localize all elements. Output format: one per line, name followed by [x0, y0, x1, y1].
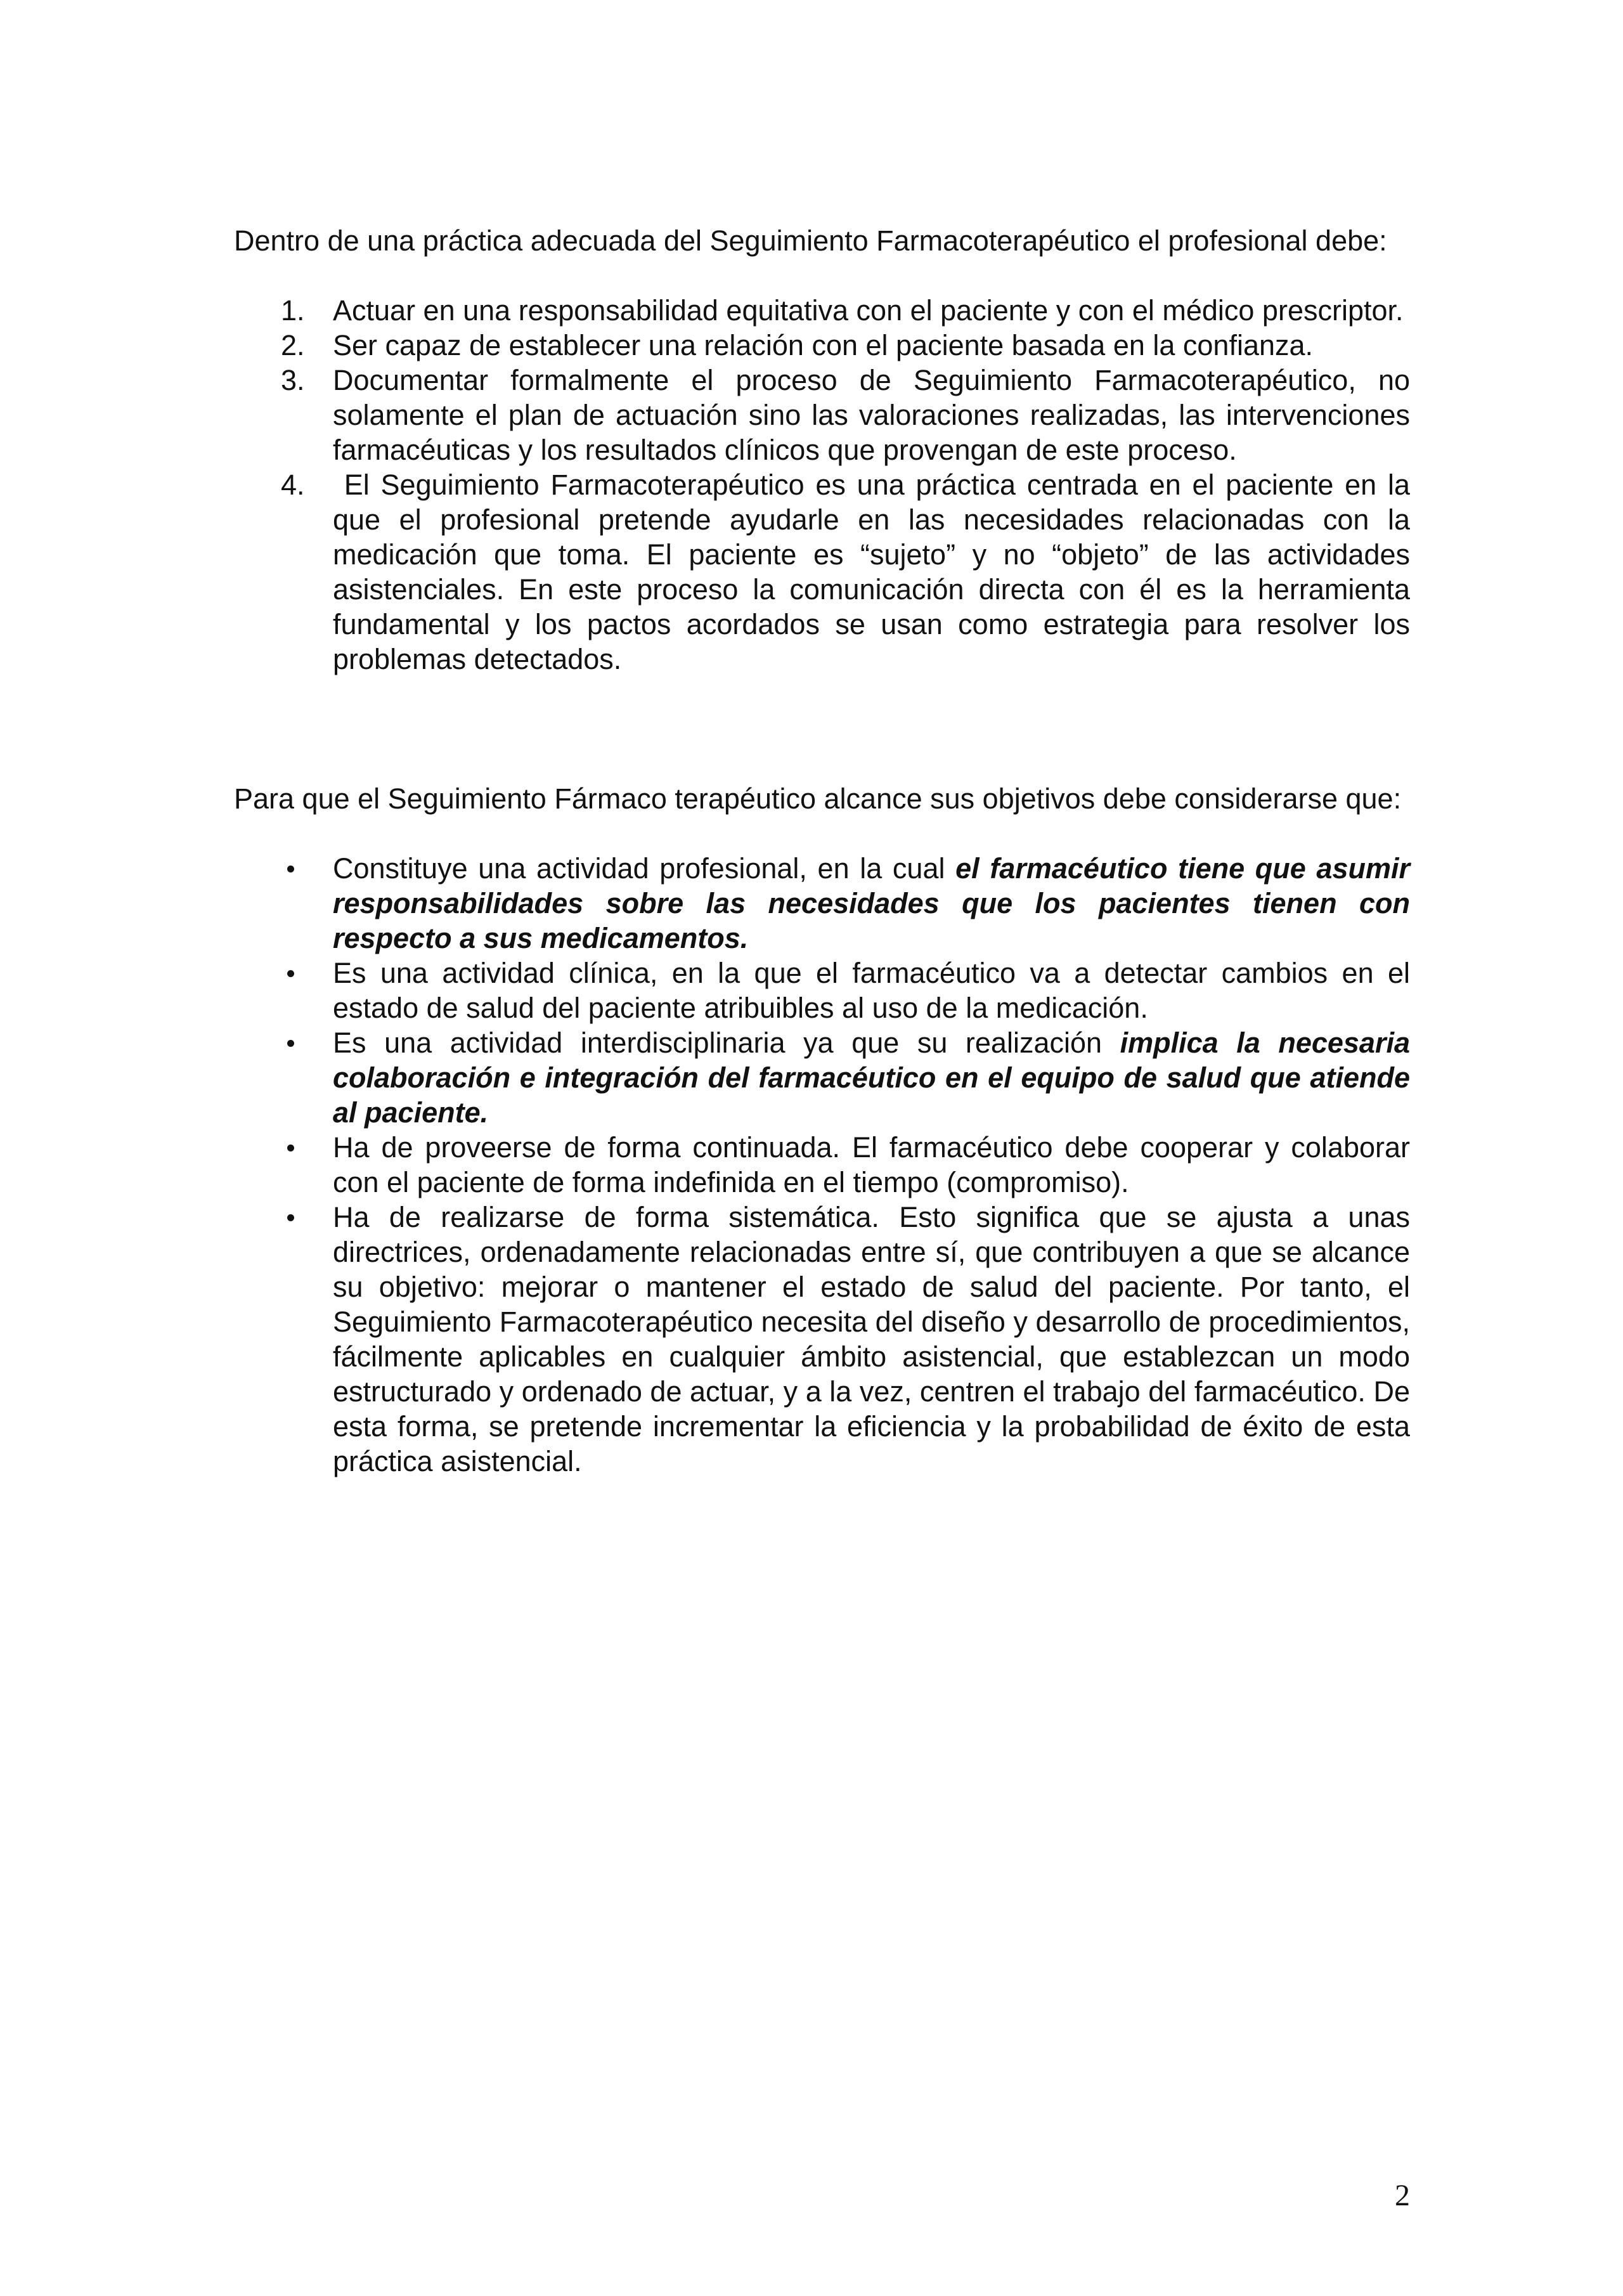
numbered-item-4 — [234, 467, 1418, 677]
bullet-item-3 — [234, 1025, 1410, 1130]
bullet-item-1 — [234, 851, 1410, 956]
item-text: Documentar formalmente el proceso de Seguimiento Farmacoterapéutico, no solamente el plan de actuación sino las valoraciones realizadas, las intervenciones farmacéuticas y los resultados clínicos que provengan de este proceso. — [333, 364, 1410, 466]
bullet-text: Ha de proveerse de forma continuada. El farmacéutico debe cooperar y colaborar con el paciente de forma indefinida en el tiempo (compromiso). — [333, 1131, 1410, 1198]
numbered-list — [234, 293, 1418, 677]
page-content — [234, 223, 1418, 1479]
item-number: 4. — [281, 469, 305, 501]
bullet-text: Es una actividad clínica, en la que el farmacéutico va a detectar cambios en el estado de salud del paciente atribuibles al uso de la medicación. — [333, 957, 1410, 1024]
item-text: El Seguimiento Farmacoterapéutico es una práctica centrada en el paciente en la que el profesional pretende ayudarle en las necesidades relacionadas con la medicación que toma. El paciente es “sujeto” y no “objeto” de las actividades asistenciales. En este proceso la comunicación directa con él es la herramienta fundamental y los pactos acordados se usan como estrategia para resolver los problemas detectados. — [333, 469, 1418, 675]
numbered-item-3 — [234, 363, 1410, 467]
bullet-icon — [287, 970, 294, 977]
item-number: 1. — [281, 294, 305, 327]
bullet-text: Ha de realizarse de forma sistemática. Esto significa que se ajusta a unas directrices, ordenadamente relacionadas entre sí, que contribuyen a que se alcance su objetivo: mejorar o mantener el estado de salud del paciente. Por tanto, el Seguimiento Farmacoterapéutico necesita del diseño y desarrollo de procedimientos, fácilmente aplicables en cualquier ámbito asistencial, que establezcan un modo estructurado y ordenado de actuar, y a la vez, centren el trabajo del farmacéutico. De esta forma, se pretende incrementar la eficiencia y la probabilidad de éxito de esta práctica asistencial. — [333, 1201, 1410, 1477]
bullet-item-5 — [234, 1200, 1410, 1479]
bullet-item-2 — [234, 956, 1410, 1025]
bullet-icon — [287, 1214, 294, 1221]
bullet-emphasis: implica la necesaria colaboración e integración del farmacéutico en el equipo de salud que atiende al paciente. — [333, 1027, 1410, 1129]
numbered-item-1 — [234, 293, 1410, 328]
section2-intro-paragraph: Para que el Seguimiento Fármaco terapéutico alcance sus objetivos debe considerarse que: — [234, 782, 1402, 815]
bullet-icon — [287, 866, 294, 872]
page-number: 2 — [1395, 2179, 1410, 2212]
bullet-emphasis: el farmacéutico tiene que asumir responsabilidades sobre las necesidades que los pacientes tienen con respecto a sus medicamentos. — [333, 852, 1410, 954]
bullet-icon — [287, 1145, 294, 1151]
bullet-item-4 — [234, 1130, 1410, 1200]
item-number: 3. — [281, 364, 305, 396]
item-text: Actuar en una responsabilidad equitativa con el paciente y con el médico prescriptor. — [333, 294, 1404, 327]
item-text: Ser capaz de establecer una relación con el paciente basada en la confianza. — [333, 329, 1314, 361]
bullet-text: Es una actividad interdisciplinaria ya que su realización — [333, 1027, 1120, 1059]
intro-paragraph: Dentro de una práctica adecuada del Seguimiento Farmacoterapéutico el profesional debe: — [234, 224, 1387, 257]
numbered-item-2 — [234, 328, 1410, 363]
item-number: 2. — [281, 329, 305, 361]
bullet-list — [234, 851, 1410, 1479]
bullet-text: Constituye una actividad profesional, en la cual — [333, 852, 956, 885]
bullet-icon — [287, 1040, 294, 1047]
